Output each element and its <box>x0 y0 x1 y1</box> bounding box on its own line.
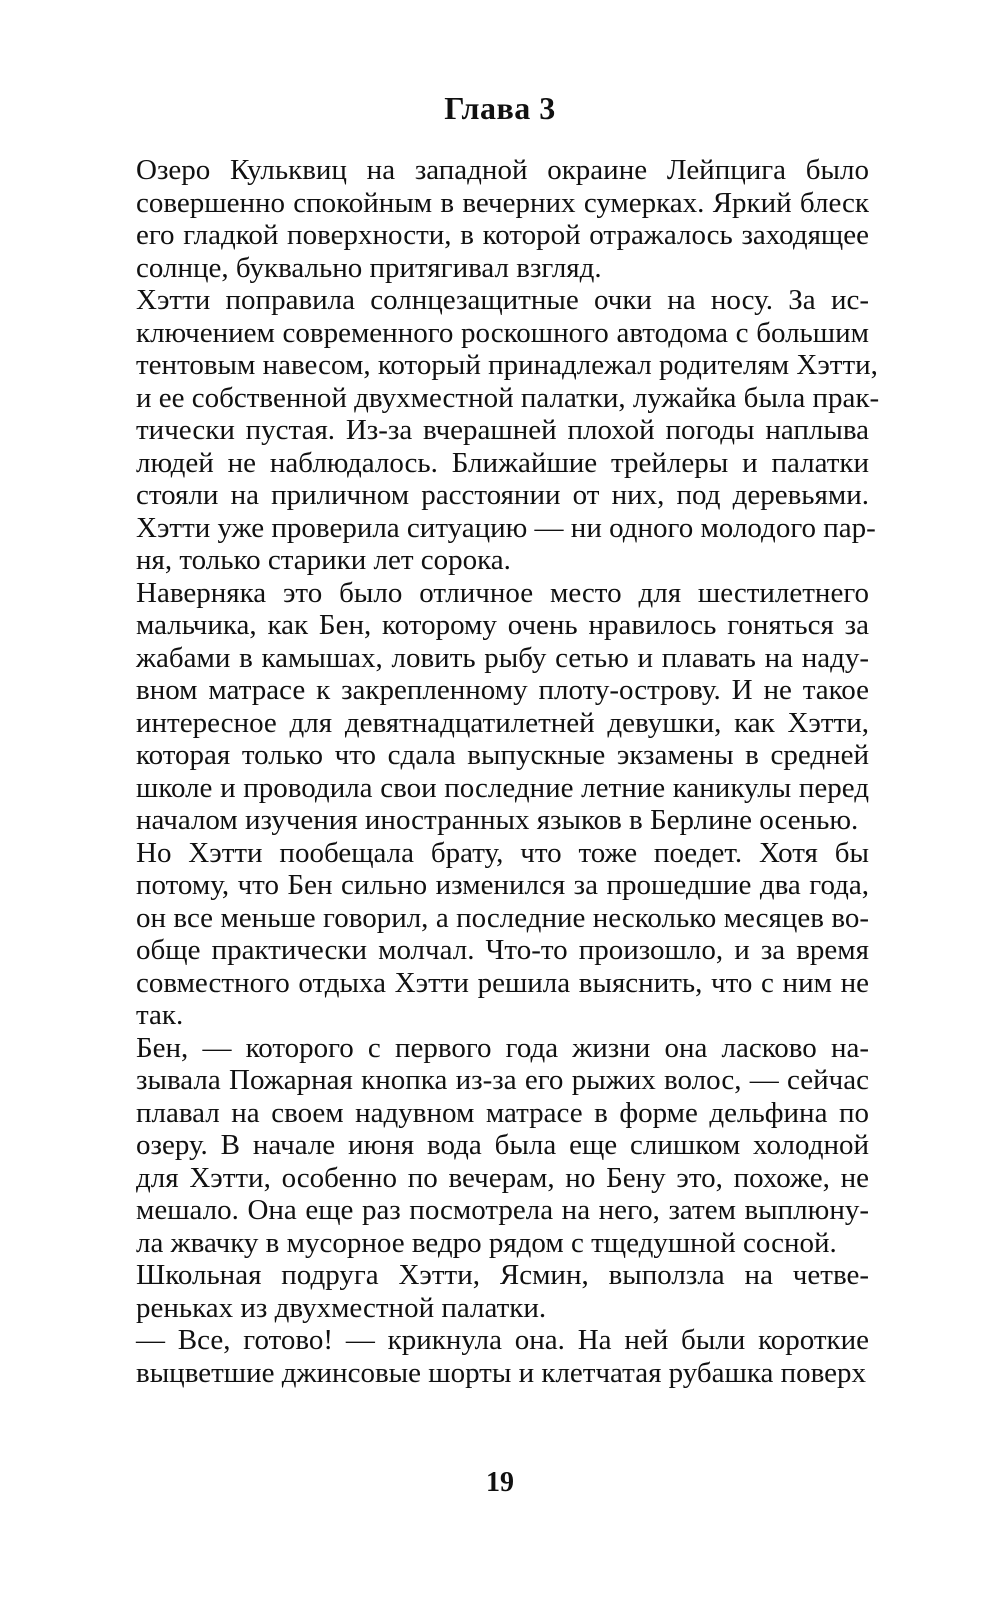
body-text <box>100 154 880 1389</box>
text-line: ключением современного роскошного автодома с большим <box>136 316 869 349</box>
text-line: реньках из двухместной палатки. <box>136 1291 547 1324</box>
text-line: зывала Пожарная кнопка из-за его рыжих волос, — сейчас <box>136 1064 869 1096</box>
text-line: жабами в камышах, ловить рыбу сетью и плавать на наду- <box>136 641 869 674</box>
chapter-title: Глава 3 <box>444 90 556 126</box>
text-line: Хэтти уже проверила ситуацию — ни одного молодого пар- <box>136 511 876 544</box>
text-line: Хэтти поправила солнцезащитные очки на носу. За ис- <box>136 284 869 316</box>
text-line: совместного отдыха Хэтти решила выяснить, что с ним не <box>136 966 869 999</box>
text-line: вном матрасе к закрепленному плоту-острову. И не такое <box>136 674 869 706</box>
text-line: Бен, — которого с первого года жизни она ласково на- <box>136 1031 869 1064</box>
text-line: для Хэтти, особенно по вечерам, но Бену это, похоже, не <box>136 1161 869 1194</box>
paragraph <box>100 154 869 284</box>
page-number: 19 <box>486 1467 514 1498</box>
text-line: и ее собственной двухместной палатки, лужайка была прак- <box>136 381 880 414</box>
text-line: ла жвачку в мусорное ведро рядом с тщедушной сосной. <box>136 1226 837 1259</box>
text-line: людей не наблюдалось. Ближайшие трейлеры и палатки <box>136 446 869 479</box>
paragraph <box>100 284 880 577</box>
text-line: стояли на приличном расстоянии от них, под деревьями. <box>136 479 869 511</box>
text-line: Школьная подруга Хэтти, Ясмин, выползла на четве- <box>136 1259 869 1291</box>
text-line: выцветшие джинсовые шорты и клетчатая рубашка поверх <box>136 1356 867 1389</box>
text-line: Наверняка это было отличное место для шестилетнего <box>136 576 869 609</box>
text-line: ня, только старики лет сорока. <box>136 544 511 576</box>
text-line: Озеро Кульквиц на западной окраине Лейпцига было <box>136 154 869 186</box>
text-line: мальчика, как Бен, которому очень нравилось гоняться за <box>136 609 869 641</box>
paragraph <box>100 837 869 1032</box>
text-line: Но Хэтти пообещала брату, что тоже поедет. Хотя бы <box>136 836 869 869</box>
paragraph <box>100 1259 869 1324</box>
text-line: мешало. Она еще раз посмотрела на него, затем выплюну- <box>136 1194 869 1226</box>
text-line: солнце, буквально притягивал взгляд. <box>136 251 602 284</box>
text-line: которая только что сдала выпускные экзамены в средней <box>136 739 869 771</box>
text-line: тентовым навесом, который принадлежал родителям Хэтти, <box>136 349 878 381</box>
text-line: озеру. В начале июня вода была еще слишком холодной <box>136 1129 869 1161</box>
text-line: так. <box>136 999 184 1031</box>
paragraph <box>100 1324 869 1389</box>
text-line: его гладкой поверхности, в которой отражалось заходящее <box>136 219 869 251</box>
paragraph <box>100 1032 869 1260</box>
text-line: плавал на своем надувном матрасе в форме дельфина по <box>136 1096 869 1129</box>
text-line: началом изучения иностранных языков в Берлине осенью. <box>136 804 859 836</box>
text-line: он все меньше говорил, а последние несколько месяцев во- <box>136 901 869 934</box>
text-line: обще практически молчал. Что-то произошло, и за время <box>136 934 869 966</box>
text-line: школе и проводила свои последние летние каникулы перед <box>136 771 869 804</box>
text-line: совершенно спокойным в вечерних сумерках. Яркий блеск <box>136 186 869 219</box>
text-line: потому, что Бен сильно изменился за прошедшие два года, <box>136 869 869 901</box>
paragraph <box>100 577 869 837</box>
text-line: — Все, готово! — крикнула она. На ней были короткие <box>136 1324 869 1356</box>
text-line: тически пустая. Из-за вчерашней плохой погоды наплыва <box>136 414 869 446</box>
text-line: интересное для девятнадцатилетней девушки, как Хэтти, <box>136 706 869 739</box>
